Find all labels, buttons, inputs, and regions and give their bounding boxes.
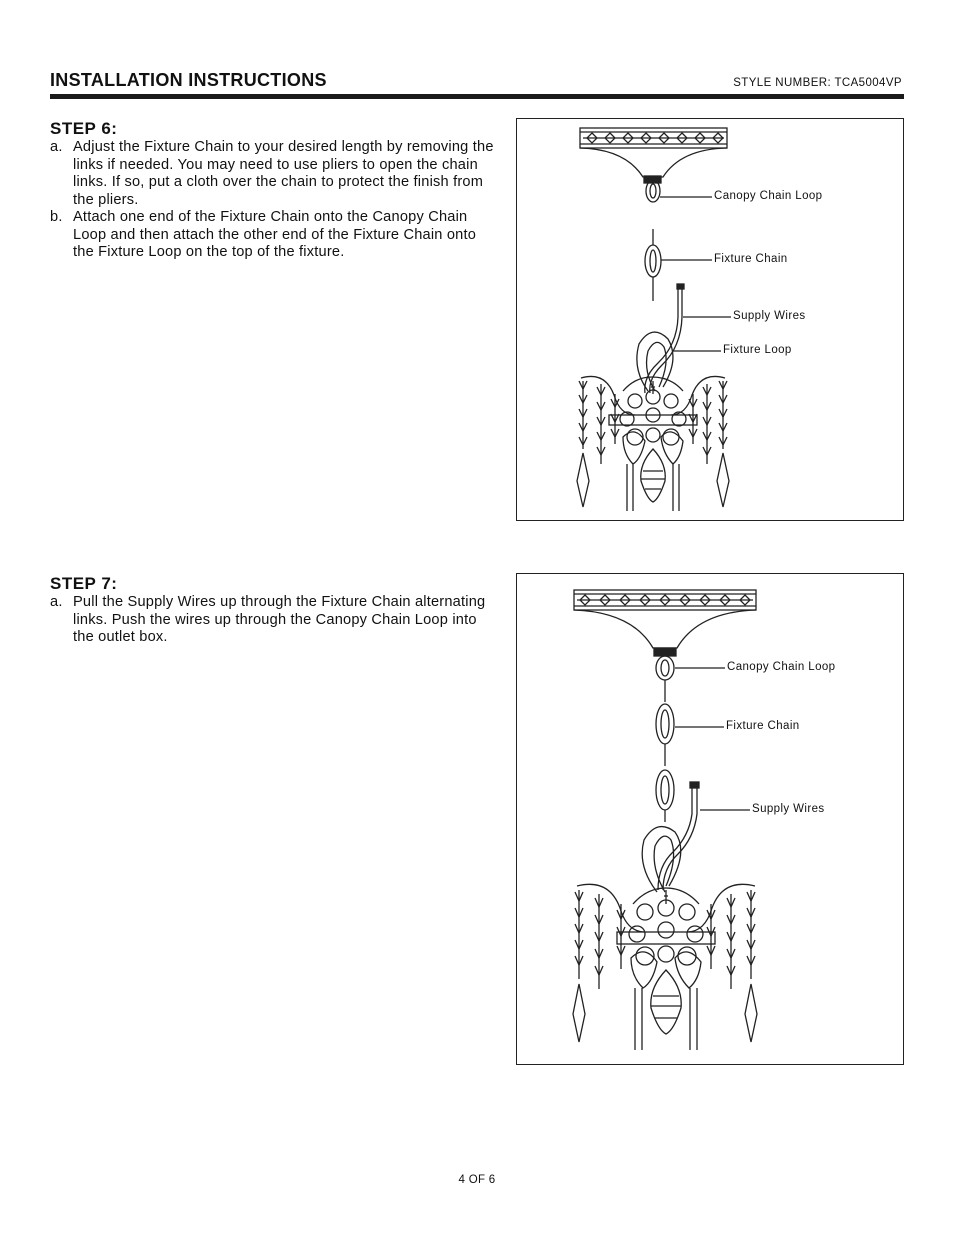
step-6-item-b-text: Attach one end of the Fixture Chain onto the Canopy Chain Loop and then attach the other end of the Fixture Chain onto the Fixture Loop on the top of the fixture. [73, 209, 477, 260]
step-6-item-b [50, 209, 495, 262]
step-7-instructions [50, 594, 495, 647]
chandelier-illustration-step-7 [517, 574, 903, 1064]
callout-canopy-chain-loop: Canopy Chain Loop [727, 661, 836, 673]
step-6-figure [516, 118, 904, 521]
step-6-item-a-label: a. [50, 139, 63, 155]
callout-supply-wires: Supply Wires [733, 310, 806, 322]
header-title: INSTALLATION INSTRUCTIONS [50, 70, 327, 90]
callout-fixture-loop: Fixture Loop [723, 344, 792, 356]
step-7-item-a-text: Pull the Supply Wires up through the Fixture Chain alternating links. Push the wires up through the Canopy Chain Loop into the outlet box. [73, 594, 486, 645]
step-6-instructions [50, 139, 495, 262]
page-number: 4 OF 6 [458, 1174, 496, 1186]
step-7-figure [516, 573, 904, 1065]
step-7-item-a [50, 594, 495, 647]
callout-fixture-chain: Fixture Chain [714, 253, 788, 265]
callout-fixture-chain: Fixture Chain [726, 720, 800, 732]
step-6-item-a-text: Adjust the Fixture Chain to your desired length by removing the links if needed. You may need to use pliers to open the chain links. If so, put a cloth over the chain to protect the finish from the pliers. [73, 139, 494, 208]
step-6-item-a [50, 139, 495, 209]
callout-supply-wires: Supply Wires [752, 803, 825, 815]
style-number: STYLE NUMBER: TCA5004VP [733, 77, 902, 89]
step-7-item-a-label: a. [50, 594, 63, 610]
callout-canopy-chain-loop: Canopy Chain Loop [714, 190, 823, 202]
step-6-item-b-label: b. [50, 209, 63, 225]
step-6-title: STEP 6: [50, 119, 118, 138]
chandelier-illustration-step-6 [517, 119, 903, 520]
header-rule [50, 94, 904, 99]
step-7-title: STEP 7: [50, 574, 118, 593]
